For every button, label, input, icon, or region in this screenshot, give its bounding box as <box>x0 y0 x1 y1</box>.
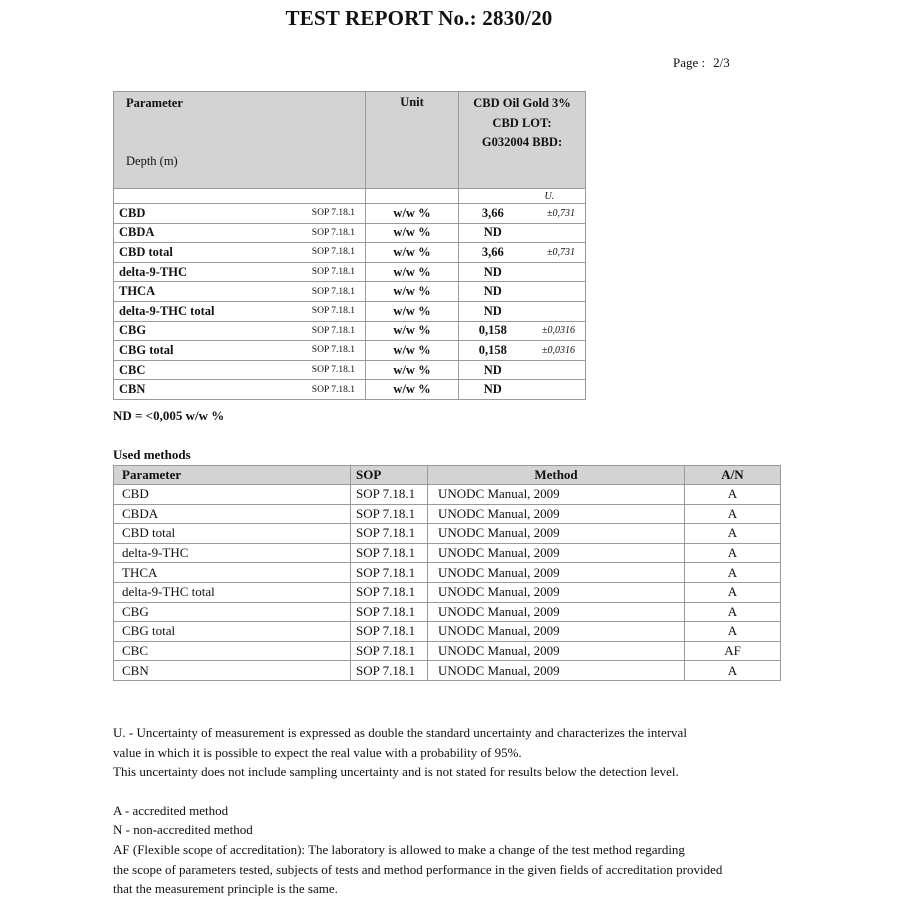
result-uncertainty: ±0,0316 <box>531 341 586 361</box>
result-parameter: THCA <box>114 282 304 302</box>
page-label: Page : <box>673 55 706 70</box>
product-lot: CBD LOT: <box>492 115 552 130</box>
result-sop: SOP 7.18.1 <box>304 282 366 302</box>
method-sop: SOP 7.18.1 <box>351 543 428 563</box>
method-name: UNODC Manual, 2009 <box>428 485 685 505</box>
accredited-note: A - accredited method <box>113 802 229 818</box>
result-uncertainty: ±0,731 <box>531 204 586 224</box>
methods-row <box>114 641 781 661</box>
method-name: UNODC Manual, 2009 <box>428 602 685 622</box>
result-sop: SOP 7.18.1 <box>304 204 366 224</box>
depth-label: Depth (m) <box>126 154 178 168</box>
methods-row <box>114 524 781 544</box>
methods-header-method: Method <box>428 466 685 485</box>
results-row <box>114 360 586 380</box>
methods-header-an: A/N <box>685 466 781 485</box>
results-header-row <box>114 92 586 189</box>
methods-row <box>114 582 781 602</box>
method-parameter: CBG <box>114 602 351 622</box>
result-uncertainty: ±0,0316 <box>531 321 586 341</box>
method-accreditation: A <box>685 602 781 622</box>
notes-section <box>113 723 793 899</box>
result-uncertainty <box>531 282 586 302</box>
result-parameter: CBDA <box>114 223 304 243</box>
result-unit: w/w % <box>366 301 459 321</box>
results-row <box>114 380 586 400</box>
method-sop: SOP 7.18.1 <box>351 485 428 505</box>
result-sop: SOP 7.18.1 <box>304 360 366 380</box>
af-note-line-3: that the measurement principle is the same. <box>113 881 338 897</box>
method-parameter: CBC <box>114 641 351 661</box>
method-sop: SOP 7.18.1 <box>351 582 428 602</box>
result-unit: w/w % <box>366 321 459 341</box>
result-sop: SOP 7.18.1 <box>304 301 366 321</box>
result-sop: SOP 7.18.1 <box>304 223 366 243</box>
method-name: UNODC Manual, 2009 <box>428 661 685 681</box>
method-accreditation: A <box>685 563 781 583</box>
af-note-line-2: the scope of parameters tested, subjects of tests and method performance in the given fields of accreditation provided <box>113 861 723 877</box>
results-row <box>114 262 586 282</box>
result-uncertainty <box>531 223 586 243</box>
method-sop: SOP 7.18.1 <box>351 563 428 583</box>
uncertainty-header: U. <box>531 189 586 204</box>
result-parameter: CBG <box>114 321 304 341</box>
result-sop: SOP 7.18.1 <box>304 321 366 341</box>
result-value: 3,66 <box>459 243 531 263</box>
result-unit: w/w % <box>366 380 459 400</box>
result-unit: w/w % <box>366 204 459 224</box>
method-accreditation: A <box>685 622 781 642</box>
methods-row <box>114 504 781 524</box>
method-name: UNODC Manual, 2009 <box>428 641 685 661</box>
method-accreditation: A <box>685 543 781 563</box>
result-parameter: CBD total <box>114 243 304 263</box>
method-sop: SOP 7.18.1 <box>351 504 428 524</box>
methods-row <box>114 485 781 505</box>
results-subheader-row <box>114 189 586 204</box>
result-parameter: CBC <box>114 360 304 380</box>
results-row <box>114 321 586 341</box>
results-row <box>114 223 586 243</box>
result-unit: w/w % <box>366 360 459 380</box>
results-row <box>114 204 586 224</box>
method-parameter: delta-9-THC <box>114 543 351 563</box>
methods-header-sop: SOP <box>351 466 428 485</box>
method-name: UNODC Manual, 2009 <box>428 504 685 524</box>
method-accreditation: A <box>685 582 781 602</box>
method-parameter: delta-9-THC total <box>114 582 351 602</box>
result-unit: w/w % <box>366 223 459 243</box>
result-uncertainty <box>531 262 586 282</box>
result-unit: w/w % <box>366 341 459 361</box>
method-sop: SOP 7.18.1 <box>351 602 428 622</box>
result-parameter: CBD <box>114 204 304 224</box>
page-number <box>673 55 730 71</box>
methods-row <box>114 602 781 622</box>
method-parameter: CBD total <box>114 524 351 544</box>
method-name: UNODC Manual, 2009 <box>428 563 685 583</box>
result-uncertainty: ±0,731 <box>531 243 586 263</box>
report-title: TEST REPORT No.: 2830/20 <box>285 6 553 30</box>
result-value: ND <box>459 360 531 380</box>
method-parameter: CBD <box>114 485 351 505</box>
uncertainty-note-line-3: This uncertainty does not include sampling uncertainty and is not stated for results below the detection level. <box>113 764 679 780</box>
results-row <box>114 243 586 263</box>
method-accreditation: A <box>685 661 781 681</box>
methods-row <box>114 622 781 642</box>
non-accredited-note: N - non-accredited method <box>113 822 253 838</box>
result-value: 0,158 <box>459 321 531 341</box>
result-unit: w/w % <box>366 262 459 282</box>
method-accreditation: AF <box>685 641 781 661</box>
method-parameter: CBN <box>114 661 351 681</box>
result-unit: w/w % <box>366 282 459 302</box>
method-accreditation: A <box>685 504 781 524</box>
result-value: ND <box>459 301 531 321</box>
method-name: UNODC Manual, 2009 <box>428 622 685 642</box>
result-parameter: CBG total <box>114 341 304 361</box>
methods-header-row <box>114 466 781 485</box>
parameter-label: Parameter <box>126 96 183 110</box>
method-sop: SOP 7.18.1 <box>351 622 428 642</box>
methods-row <box>114 543 781 563</box>
result-value: ND <box>459 380 531 400</box>
results-header-unit: Unit <box>366 92 459 189</box>
result-value: ND <box>459 223 531 243</box>
results-header-product <box>459 92 586 189</box>
used-methods-title: Used methods <box>113 447 191 462</box>
methods-table <box>113 465 781 681</box>
result-uncertainty <box>531 380 586 400</box>
method-parameter: CBDA <box>114 504 351 524</box>
methods-header-parameter: Parameter <box>114 466 351 485</box>
result-unit: w/w % <box>366 243 459 263</box>
method-name: UNODC Manual, 2009 <box>428 543 685 563</box>
result-sop: SOP 7.18.1 <box>304 341 366 361</box>
results-header-parameter <box>114 92 366 189</box>
results-table <box>113 91 586 400</box>
results-row <box>114 282 586 302</box>
method-name: UNODC Manual, 2009 <box>428 524 685 544</box>
result-sop: SOP 7.18.1 <box>304 380 366 400</box>
methods-row <box>114 661 781 681</box>
results-row <box>114 341 586 361</box>
uncertainty-note-line-2: value in which it is possible to expect the real value with a probability of 95%. <box>113 744 522 760</box>
result-parameter: delta-9-THC total <box>114 301 304 321</box>
method-parameter: CBG total <box>114 622 351 642</box>
uncertainty-note-line-1: U. - Uncertainty of measurement is expressed as double the standard uncertainty and characterizes the interval <box>113 725 687 740</box>
result-uncertainty <box>531 301 586 321</box>
af-note-line-1: AF (Flexible scope of accreditation): The laboratory is allowed to make a change of the test method regarding <box>113 841 685 857</box>
product-name: CBD Oil Gold 3% <box>473 96 571 110</box>
method-name: UNODC Manual, 2009 <box>428 582 685 602</box>
result-sop: SOP 7.18.1 <box>304 262 366 282</box>
methods-row <box>114 563 781 583</box>
result-parameter: CBN <box>114 380 304 400</box>
nd-note: ND = <0,005 w/w % <box>113 408 225 423</box>
result-value: 0,158 <box>459 341 531 361</box>
result-value: ND <box>459 262 531 282</box>
result-parameter: delta-9-THC <box>114 262 304 282</box>
method-accreditation: A <box>685 524 781 544</box>
product-lot-code: G032004 BBD: <box>481 135 563 149</box>
result-value: ND <box>459 282 531 302</box>
result-uncertainty <box>531 360 586 380</box>
result-value: 3,66 <box>459 204 531 224</box>
method-sop: SOP 7.18.1 <box>351 524 428 544</box>
results-row <box>114 301 586 321</box>
method-sop: SOP 7.18.1 <box>351 661 428 681</box>
method-accreditation: A <box>685 485 781 505</box>
method-parameter: THCA <box>114 563 351 583</box>
method-sop: SOP 7.18.1 <box>351 641 428 661</box>
result-sop: SOP 7.18.1 <box>304 243 366 263</box>
page-value: 2/3 <box>713 55 730 70</box>
